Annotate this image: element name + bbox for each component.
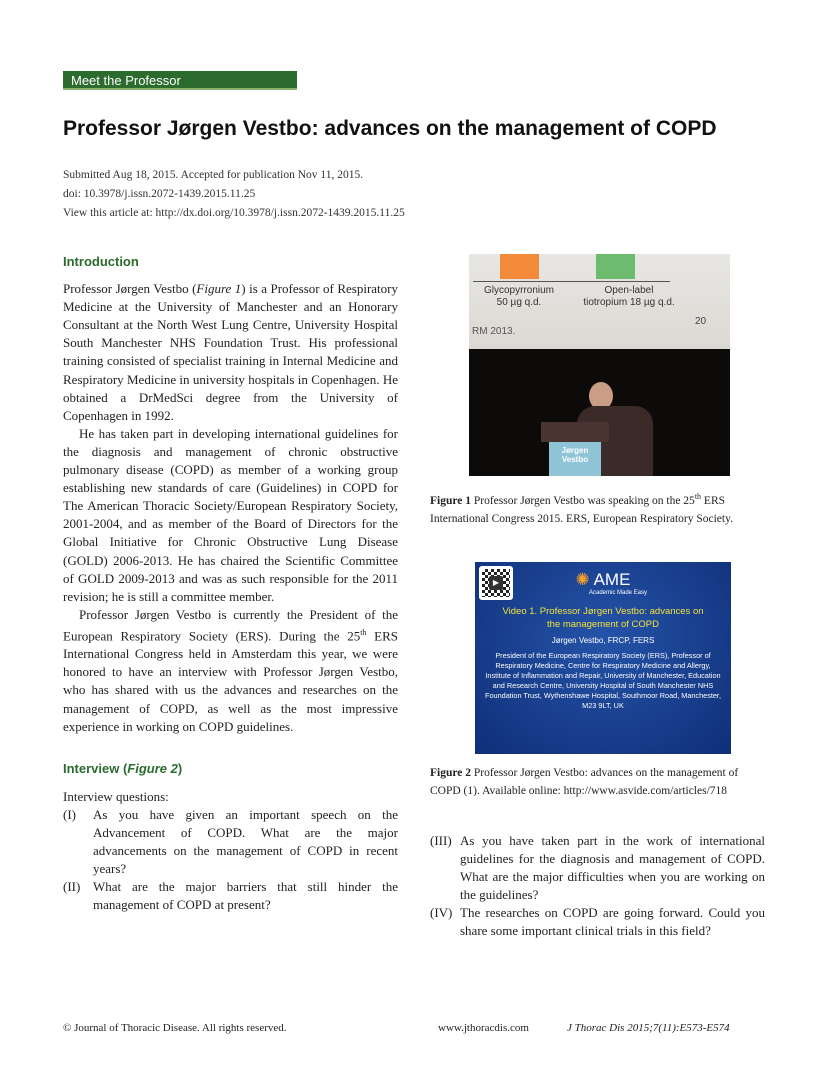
podium-sign: Jørgen Vestbo: [549, 442, 601, 476]
question-text: As you have given an important speech on the Advancement of COPD. What are the major advancements on the management of COPD in recent years?: [93, 806, 398, 877]
green-bar: [596, 254, 635, 279]
question-number: (III): [430, 833, 452, 848]
doi: doi: 10.3978/j.issn.2072-1439.2015.11.25: [63, 188, 256, 200]
slide-backdrop: [469, 254, 730, 349]
logo-text: AME: [593, 570, 631, 589]
orange-bar: [500, 254, 539, 279]
logo-subtitle: Academic Made Easy: [588, 590, 648, 596]
intro-paragraph-3: [63, 606, 398, 736]
text: 50 µg q.d.: [496, 297, 542, 308]
interview-lead: Interview questions:: [63, 788, 169, 804]
question-item: [430, 832, 765, 904]
question-text: The researches on COPD are going forward. Could you share some important clinical trials in this field?: [460, 905, 765, 939]
text: Glycopyrronium: [483, 285, 555, 296]
figure-1-ref[interactable]: Figure 1: [196, 281, 242, 297]
footer-citation: J Thorac Dis 2015;7(11):E573-E574: [567, 1022, 730, 1034]
axis-line: [473, 281, 670, 282]
figure-2-ref[interactable]: Figure 2: [127, 760, 178, 776]
figure-2-caption: [430, 764, 765, 800]
slide-reference: RM 2013.: [472, 326, 516, 337]
sup: th: [360, 627, 367, 637]
text: Interview (: [63, 760, 128, 776]
section-banner: Meet the Professor: [63, 71, 297, 90]
intro-heading: Introduction: [63, 254, 139, 269]
article-link[interactable]: View this article at: http://dx.doi.org/10.3978/j.issn.2072-1439.2015.11.25: [63, 207, 405, 219]
podium-top: [541, 422, 609, 442]
question-number: (II): [63, 879, 81, 895]
question-number: (IV): [430, 905, 453, 921]
question-text: As you have taken part in the work of international guidelines for the diagnosis and management of COPD. What are the major difficulties when you are working on the guidelines?: [460, 833, 765, 903]
caption-label: Figure 2: [430, 767, 471, 779]
text: ): [177, 760, 183, 776]
qr-code[interactable]: [479, 566, 513, 600]
text: tiotropium 18 µg q.d.: [583, 297, 675, 308]
article-title: Professor Jørgen Vestbo: advances on the management of COPD: [63, 117, 717, 140]
interview-heading: [63, 760, 398, 778]
text: Professor Jørgen Vestbo (: [63, 281, 197, 297]
text: ERS International Congress 2015. ERS, European Respiratory Society.: [430, 494, 733, 525]
intro-paragraph-2: He has taken part in developing international guidelines for the diagnosis and management of chronic obstructive pulmonary disease (COPD) as member of a working group establishing new standards of care (Guidelines) in COPD for The American Thoracic Society/European Respiratory Society, 2001-2004, and as member of the Board of Directors for the Global Initiative for Chronic Obstructive Lung Disease (GOLD) 2006-2013. He has chaired the Scientific Committee of GOLD 2009-2013 and was as such responsible for the 2011 revision; he is still a committee member.: [63, 425, 398, 604]
slide-label-2: [569, 285, 689, 309]
presenter: Jørgen Vestbo, FRCP, FERS: [551, 636, 655, 645]
question-item: [430, 904, 765, 940]
affiliation: President of the European Respiratory Society (ERS), Professor of Respiratory Medicine, Centre for Respiratory Medicine and Allergy, Institute of Inflammation and Repair, University of Manchester, Education and Research Centre, University Hospital of South Manchester NHS Foundation Trust, Wythenshawe Hospital, Southmoor Road, Manchester, M23 9LT, UK: [485, 651, 721, 710]
footer-copyright: © Journal of Thoracic Disease. All rights reserved.: [63, 1022, 287, 1034]
question-item: [63, 806, 398, 878]
text: ) is a Professor of Respiratory Medicine at the University of Manchester and an Honorary Consultant at the North West Lung Centre, University Hospital South Manchester NHS Foundation Trust. His professional training consisted of specialist training in Internal Medicine and Respiratory Medicine in university hospitals in Copenhagen. He obtained a DrMedSci degree from the University of Copenhagen in 1992.: [63, 281, 398, 423]
sup: th: [694, 492, 702, 501]
intro-paragraph-1: [63, 280, 398, 425]
left-column: [63, 253, 398, 915]
question-number: (I): [63, 806, 76, 822]
slide-label-1: [473, 285, 565, 309]
slide-number: 20: [695, 316, 707, 327]
figure-1-caption: [430, 488, 765, 528]
text: Professor Jørgen Vestbo is currently the President of the European Respiratory Society (ERS). During the 25: [63, 606, 398, 644]
ame-logo: [475, 570, 731, 590]
text: Professor Jørgen Vestbo: advances on the management of COPD (1). Available online: http://www.asvide.com/articles/718: [430, 767, 739, 797]
submission-dates: Submitted Aug 18, 2015. Accepted for publication Nov 11, 2015.: [63, 169, 364, 181]
article-meta: [63, 166, 405, 223]
caption-label: Figure 1: [430, 494, 471, 507]
footer-site[interactable]: www.jthoracdis.com: [438, 1022, 529, 1034]
figure-1-photo: [469, 254, 730, 476]
right-column-questions: [430, 832, 765, 941]
question-item: [63, 878, 398, 914]
text: ERS International Congress held in Amsterdam this year, we were honored to have an interview with Professor Jørgen Vestbo, who has shared with us the advances and researches on the management of COPD, as well as the most impressive experience in working on COPD guidelines.: [63, 628, 398, 734]
question-text: What are the major barriers that still hinder the management of COPD at present?: [93, 879, 398, 913]
play-icon[interactable]: ▶: [489, 576, 503, 590]
text: Open-label: [604, 285, 654, 296]
video-thumbnail[interactable]: [475, 562, 731, 754]
text: Professor Jørgen Vestbo was speaking on the 25: [471, 494, 695, 507]
logo-mark-icon: ✺: [575, 570, 590, 589]
video-title: Video 1. Professor Jørgen Vestbo: advances on the management of COPD: [502, 606, 704, 630]
